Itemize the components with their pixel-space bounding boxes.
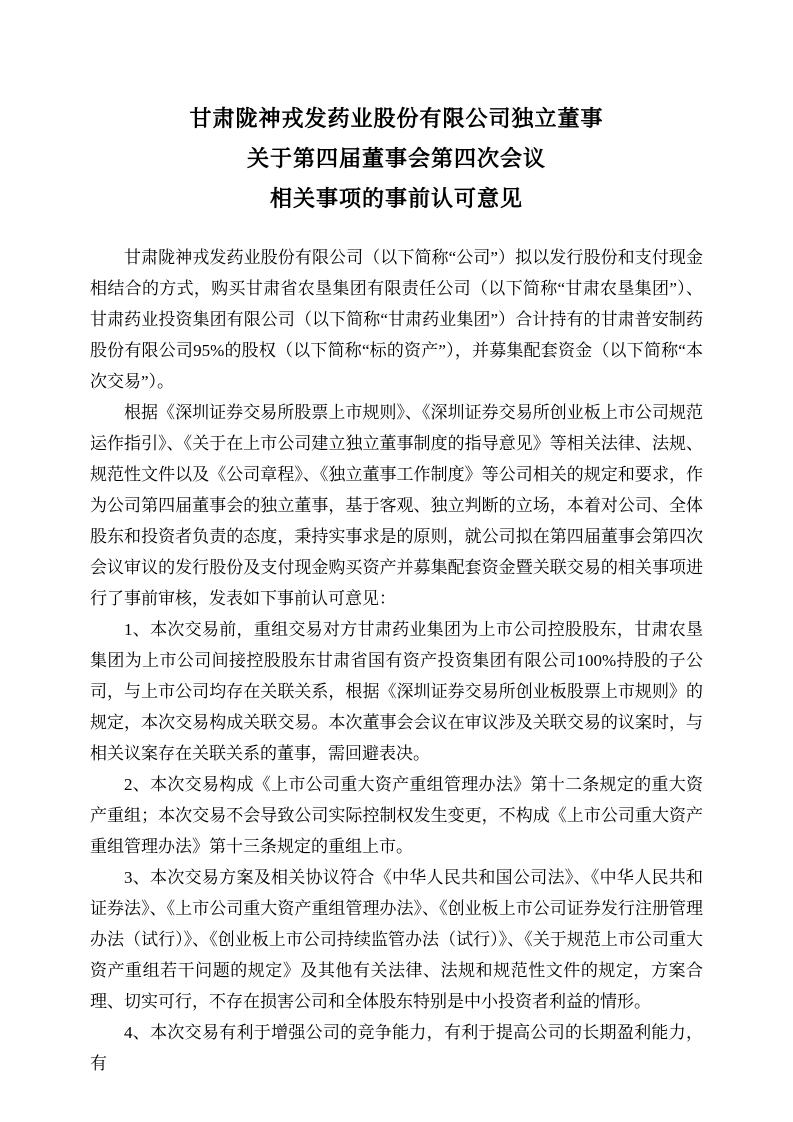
title-line-3: 相关事项的事前认可意见 [269,186,523,211]
document-body [90,242,703,1079]
paragraph-intro: 甘肃陇神戎发药业股份有限公司（以下简称“公司”）拟以发行股份和支付现金相结合的方式，购买甘肃省农垦集团有限责任公司（以下简称“甘肃农垦集团”）、甘肃药业投资集团有限公司（以下简称“甘肃药业集团”）合计持有的甘肃普安制药股份有限公司95%的股权（以下简称“标的资产”），并募集配套资金（以下简称“本次交易”）。 [90,248,703,391]
paragraph-opinion-4: 4、本次交易有利于增强公司的竞争能力，有利于提高公司的长期盈利能力，有 [90,1023,703,1073]
document-title [90,99,703,219]
paragraph-opinion-2: 2、本次交易构成《上市公司重大资产重组管理办法》第十二条规定的重大资产重组；本次交易不会导致公司实际控制权发生变更，不构成《上市公司重大资产重组管理办法》第十三条规定的重组上市。 [90,775,703,856]
paragraph-opinion-1: 1、本次交易前，重组交易对方甘肃药业集团为上市公司控股股东，甘肃农垦集团为上市公司间接控股股东甘肃省国有资产投资集团有限公司100%持股的子公司，与上市公司均存在关联关系，根据《深圳证券交易所创业板股票上市规则》的规定，本次交易构成关联交易。本次董事会会议在审议涉及关联交易的议案时，与相关议案存在关联关系的董事，需回避表决。 [90,620,703,763]
title-line-2: 关于第四届董事会第四次会议 [246,146,546,171]
paragraph-opinion-3: 3、本次交易方案及相关协议符合《中华人民共和国公司法》、《中华人民共和证券法》、《上市公司重大资产重组管理办法》、《创业板上市公司证券发行注册管理办法（试行）》、《创业板上市公司持续监管办法（试行）》、《关于规范上市公司重大资产重组若干问题的规定》及其他有关法律、法规和规范性文件的规定，方案合理、切实可行，不存在损害公司和全体股东特别是中小投资者利益的情形。 [90,868,703,1011]
title-line-1: 甘肃陇神戎发药业股份有限公司独立董事 [189,106,604,131]
paragraph-basis: 根据《深圳证券交易所股票上市规则》、《深圳证券交易所创业板上市公司规范运作指引》、《关于在上市公司建立独立董事制度的指导意见》等相关法律、法规、规范性文件以及《公司章程》、《独立董事工作制度》等公司相关的规定和要求，作为公司第四届董事会的独立董事，基于客观、独立判断的立场，本着对公司、全体股东和投资者负责的态度，秉持实事求是的原则，就公司拟在第四届董事会第四次会议审议的发行股份及支付现金购买资产并募集配套资金暨关联交易的相关事项进行了事前审核，发表如下事前认可意见： [90,403,703,608]
